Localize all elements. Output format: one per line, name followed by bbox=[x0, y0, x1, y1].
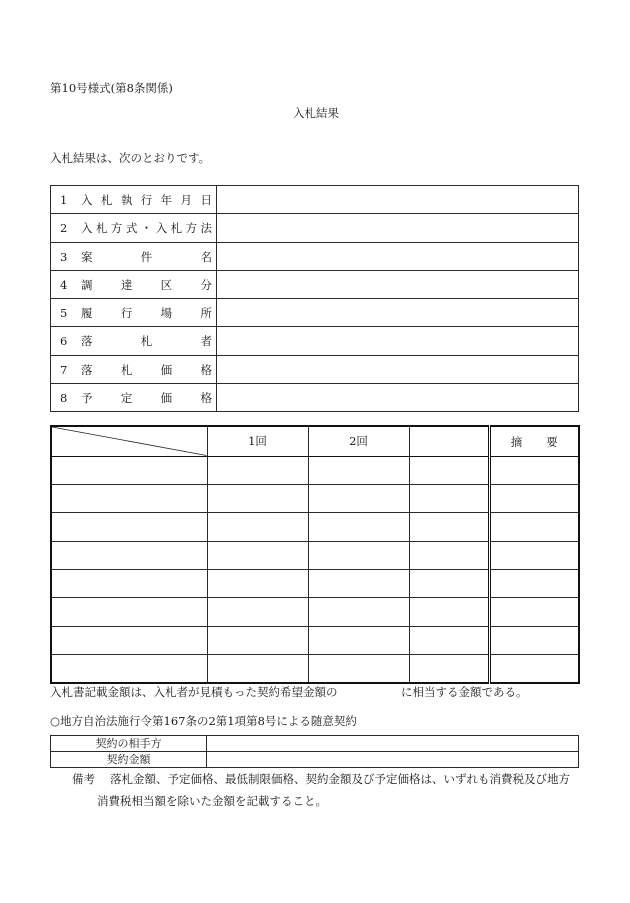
blank-header-cell bbox=[409, 426, 489, 456]
label-char: 落 bbox=[81, 362, 93, 377]
bid-cell bbox=[409, 456, 489, 484]
label-char: 札 bbox=[95, 221, 108, 236]
bid-cell bbox=[409, 655, 489, 683]
bid-cell bbox=[308, 598, 409, 626]
bid-cell bbox=[308, 456, 409, 484]
label-char: 者 bbox=[200, 334, 212, 349]
contract-amount-value bbox=[207, 752, 579, 768]
label-char: 摘 bbox=[510, 434, 523, 449]
label-char: 格 bbox=[200, 390, 212, 405]
label-char: 案 bbox=[81, 249, 93, 264]
bid-cell bbox=[51, 456, 207, 484]
row-label bbox=[81, 277, 212, 293]
info-label-cell bbox=[51, 270, 217, 298]
bid-table-header-row bbox=[51, 426, 579, 456]
bid-cell bbox=[207, 541, 308, 569]
contract-partner-label: 契約の相手方 bbox=[51, 736, 207, 752]
info-value-cell bbox=[217, 383, 579, 411]
negotiated-contract-table bbox=[50, 735, 579, 768]
summary-cell bbox=[489, 570, 579, 598]
info-label-cell bbox=[51, 383, 217, 411]
info-row bbox=[51, 214, 579, 242]
bid-table-row bbox=[51, 598, 579, 626]
contract-row bbox=[51, 752, 579, 768]
summary-cell bbox=[489, 626, 579, 654]
label-char: 入 bbox=[81, 193, 93, 208]
label-char: 所 bbox=[200, 306, 212, 321]
summary-cell bbox=[489, 513, 579, 541]
label-char: 入 bbox=[155, 221, 168, 236]
bid-cell bbox=[409, 570, 489, 598]
label-char: 方 bbox=[185, 221, 198, 236]
info-row bbox=[51, 299, 579, 327]
label-char: 執 bbox=[120, 193, 133, 208]
info-label-cell bbox=[51, 327, 217, 355]
bid-cell bbox=[51, 598, 207, 626]
label-char: 履 bbox=[81, 306, 93, 321]
summary-cell bbox=[489, 456, 579, 484]
bid-cell bbox=[207, 655, 308, 683]
round-1-header: 1回 bbox=[207, 426, 308, 456]
bid-rounds-table bbox=[50, 425, 580, 684]
bid-table-row bbox=[51, 541, 579, 569]
info-row bbox=[51, 270, 579, 298]
bid-cell bbox=[308, 626, 409, 654]
label-char: 入 bbox=[81, 221, 93, 236]
row-number: 1 bbox=[60, 193, 68, 208]
bid-table-row bbox=[51, 655, 579, 683]
info-value-cell bbox=[217, 242, 579, 270]
bid-cell bbox=[207, 598, 308, 626]
bid-amount-note-part1: 入札書記載金額は、入札者が見積もった契約希望金額の bbox=[50, 685, 338, 699]
bid-cell bbox=[207, 626, 308, 654]
label-char: 場 bbox=[160, 306, 173, 321]
row-number: 4 bbox=[60, 277, 68, 292]
bid-cell bbox=[207, 570, 308, 598]
bid-table-row bbox=[51, 570, 579, 598]
label-char: 日 bbox=[200, 193, 212, 208]
label-char: 落 bbox=[81, 334, 93, 349]
diagonal-line bbox=[52, 427, 207, 456]
row-label bbox=[81, 192, 212, 208]
label-char: 行 bbox=[120, 306, 133, 321]
label-char: 札 bbox=[120, 362, 133, 377]
bid-cell bbox=[51, 655, 207, 683]
label-char: 調 bbox=[81, 277, 93, 292]
row-label bbox=[81, 305, 212, 321]
contract-partner-value bbox=[207, 736, 579, 752]
bid-cell bbox=[409, 484, 489, 512]
bid-cell bbox=[308, 655, 409, 683]
row-number: 8 bbox=[60, 390, 68, 405]
label-char: 価 bbox=[160, 390, 173, 405]
document-title: 入札結果 bbox=[293, 106, 339, 120]
bid-table-row bbox=[51, 484, 579, 512]
row-number: 2 bbox=[60, 221, 68, 236]
row-label bbox=[81, 362, 212, 378]
label-char: 札 bbox=[170, 221, 183, 236]
row-number: 5 bbox=[60, 306, 68, 321]
label-char: 価 bbox=[160, 362, 173, 377]
bid-cell bbox=[308, 484, 409, 512]
row-number: 3 bbox=[60, 249, 68, 264]
row-label bbox=[81, 390, 212, 406]
negotiated-contract-heading: ○地方自治法施行令第167条の2第1項第8号による随意契約 bbox=[50, 714, 357, 728]
info-row bbox=[51, 186, 579, 214]
bid-cell bbox=[409, 513, 489, 541]
summary-cell bbox=[489, 484, 579, 512]
info-label-cell bbox=[51, 242, 217, 270]
summary-cell bbox=[489, 541, 579, 569]
label-char: 年 bbox=[160, 193, 173, 208]
bid-cell bbox=[409, 541, 489, 569]
bid-cell bbox=[409, 598, 489, 626]
bid-table-row bbox=[51, 513, 579, 541]
bid-cell bbox=[207, 484, 308, 512]
bid-cell bbox=[51, 484, 207, 512]
label-char: 札 bbox=[100, 193, 113, 208]
contract-amount-label: 契約金額 bbox=[51, 752, 207, 768]
intro-text: 入札結果は、次のとおりです。 bbox=[50, 151, 211, 165]
diagonal-header-cell bbox=[51, 426, 207, 456]
round-2-header: 2回 bbox=[308, 426, 409, 456]
info-value-cell bbox=[217, 355, 579, 383]
info-value-cell bbox=[217, 327, 579, 355]
label-char: 予 bbox=[81, 390, 93, 405]
label-char: 行 bbox=[140, 193, 153, 208]
bid-table-row bbox=[51, 456, 579, 484]
label-char: 定 bbox=[120, 390, 133, 405]
label-char: 札 bbox=[140, 334, 153, 349]
info-value-cell bbox=[217, 270, 579, 298]
label-char: 法 bbox=[200, 221, 212, 236]
remarks-line-2: 消費税相当額を除いた金額を記載すること。 bbox=[97, 794, 327, 808]
remarks-label: 備考 bbox=[72, 772, 95, 786]
label-char: 名 bbox=[200, 249, 212, 264]
bid-amount-note-part2: に相当する金額である。 bbox=[401, 685, 528, 699]
bid-cell bbox=[308, 570, 409, 598]
label-char: ・ bbox=[140, 221, 153, 236]
info-row bbox=[51, 355, 579, 383]
label-char: 月 bbox=[180, 193, 193, 208]
remarks-line-1: 落札金額、予定価格、最低制限価格、契約金額及び予定価格は、いずれも消費税及び地方 bbox=[110, 772, 570, 786]
info-row bbox=[51, 242, 579, 270]
form-number: 第10号様式(第8条関係) bbox=[50, 81, 173, 95]
contract-row bbox=[51, 736, 579, 752]
summary-cell bbox=[489, 598, 579, 626]
label-char: 格 bbox=[200, 362, 212, 377]
summary-header bbox=[511, 434, 558, 450]
info-label-cell bbox=[51, 355, 217, 383]
row-number: 7 bbox=[60, 362, 68, 377]
info-label-cell bbox=[51, 214, 217, 242]
bid-cell bbox=[308, 541, 409, 569]
bid-cell bbox=[207, 456, 308, 484]
bid-cell bbox=[409, 626, 489, 654]
bid-cell bbox=[51, 513, 207, 541]
label-char: 件 bbox=[140, 249, 153, 264]
row-label bbox=[81, 220, 212, 236]
label-char: 式 bbox=[125, 221, 138, 236]
info-row bbox=[51, 327, 579, 355]
label-char: 分 bbox=[200, 277, 212, 292]
info-label-cell bbox=[51, 299, 217, 327]
bid-cell bbox=[207, 513, 308, 541]
bid-cell bbox=[51, 626, 207, 654]
info-value-cell bbox=[217, 186, 579, 214]
summary-cell bbox=[489, 655, 579, 683]
info-value-cell bbox=[217, 214, 579, 242]
bid-cell bbox=[308, 513, 409, 541]
bid-info-table bbox=[50, 185, 579, 412]
info-value-cell bbox=[217, 299, 579, 327]
bid-table-row bbox=[51, 626, 579, 654]
row-label bbox=[81, 333, 212, 349]
label-char: 区 bbox=[160, 277, 173, 292]
bid-cell bbox=[51, 570, 207, 598]
bid-cell bbox=[51, 541, 207, 569]
info-label-cell bbox=[51, 186, 217, 214]
row-label bbox=[81, 249, 212, 265]
label-char: 方 bbox=[110, 221, 123, 236]
label-char: 達 bbox=[120, 277, 133, 292]
row-number: 6 bbox=[60, 334, 68, 349]
info-row bbox=[51, 383, 579, 411]
label-char: 要 bbox=[546, 434, 558, 449]
summary-header-cell bbox=[489, 426, 579, 456]
